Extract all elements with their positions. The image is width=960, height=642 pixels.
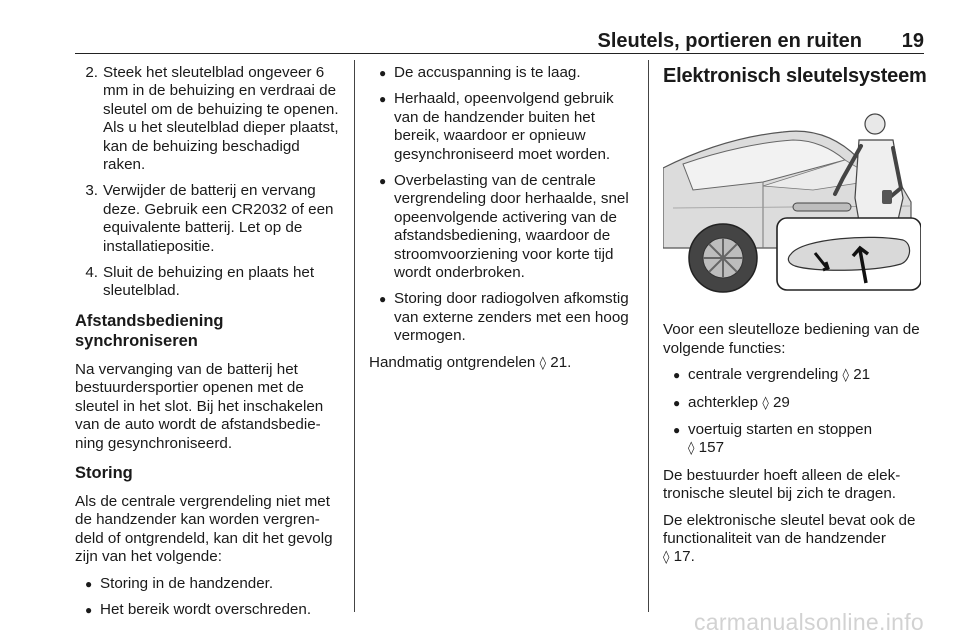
header-rule — [75, 53, 924, 54]
list-item — [369, 172, 635, 282]
function-bullets — [663, 366, 925, 459]
bullet-icon: ● — [379, 174, 387, 189]
list-item — [663, 421, 925, 459]
column-divider-2 — [648, 60, 649, 612]
list-item — [369, 64, 635, 82]
function-text: achterklep — [688, 393, 759, 411]
heading-fault: Storing — [75, 463, 133, 482]
column-left — [75, 64, 343, 627]
step-text: Verwijder de batterij en vervang deze. Gebruik een CR2032 of een equivalente batterij. Let op de installatiepositie. — [103, 182, 334, 255]
page-reference[interactable]: 29 — [772, 393, 790, 411]
remote-function-paragraph — [663, 512, 925, 568]
watermark: carmanualsonline.info — [693, 609, 924, 635]
sync-paragraph: Na vervanging van de batterij het bestuurdersportier openen met de sleutel in het slot. Bij het inschakelen van de auto wordt de afstandsbediening gesynchroniseerd. — [75, 360, 324, 452]
bullet-icon: ● — [673, 368, 681, 383]
bullet-icon: ● — [85, 576, 93, 591]
bullet-text — [688, 394, 925, 413]
steps-list — [75, 64, 343, 301]
step-number: 4. — [85, 264, 98, 282]
column-middle — [369, 64, 635, 381]
list-item — [75, 264, 343, 301]
bullet-text: De accuspanning is te laag. — [394, 64, 581, 81]
list-item — [369, 290, 635, 345]
bullet-text: Storing in de handzender. — [100, 574, 274, 592]
list-item — [75, 601, 343, 619]
page-header-title: Sleutels, portieren en ruiten — [597, 30, 862, 52]
reference-arrow-icon: ◊ — [842, 368, 849, 384]
bullet-text: Het bereik wordt overschreden. — [100, 600, 312, 618]
reference-arrow-icon: ◊ — [663, 550, 670, 566]
manual-unlock-text: Handmatig ontgrendelen — [369, 353, 536, 371]
fault-bullets — [75, 575, 343, 620]
bullet-icon: ● — [379, 66, 387, 80]
function-text: voertuig starten en stoppen — [688, 421, 873, 439]
list-item — [369, 90, 635, 164]
column-divider-1 — [354, 60, 355, 612]
list-item — [75, 64, 343, 174]
step-number: 3. — [85, 182, 98, 200]
keyless-entry-illustration — [663, 98, 921, 294]
bullet-text: Herhaald, opeenvolgend gebruik van de handzender buiten het bereik, waardoor er opnieuw gesynchroniseerd moet worden. — [394, 90, 614, 163]
bullet-text: Storing door radiogolven afkomstig van externe zenders met een hoog vermogen. — [394, 290, 629, 345]
remote-function-text: De elektronische sleutel bevat ook de functionaliteit van de handzender — [663, 511, 916, 548]
function-text: centrale vergrendeling — [688, 366, 839, 384]
driver-paragraph: De bestuurder hoeft alleen de elektronische sleutel bij zich te dragen. — [663, 466, 901, 503]
fault-paragraph: Als de centrale vergrendeling niet met de handzender kan worden vergrendeld of ontgrendeld, kan dit het gevolg zijn van het volgende: — [75, 492, 333, 566]
page-number: 19 — [901, 30, 924, 52]
section-title: Elektronisch sleutelsysteem — [663, 65, 927, 87]
step-text: Sluit de behuizing en plaats het sleutelblad. — [103, 264, 315, 300]
list-item — [75, 575, 343, 593]
bullet-icon: ● — [673, 423, 681, 438]
heading-sync: Afstandsbediening synchroniseren — [75, 311, 224, 350]
intro-paragraph: Voor een sleutelloze bediening van de volgende functies: — [663, 321, 920, 357]
list-item — [663, 366, 925, 385]
cause-bullets — [369, 64, 635, 346]
list-item — [75, 182, 343, 256]
bullet-icon: ● — [379, 292, 387, 307]
column-right — [663, 64, 925, 576]
page-reference[interactable]: 21 — [853, 366, 871, 384]
bullet-text — [688, 421, 925, 459]
step-number: 2. — [85, 64, 98, 81]
reference-arrow-icon: ◊ — [762, 395, 769, 411]
manual-unlock-reference — [369, 354, 635, 373]
bullet-icon: ● — [379, 92, 387, 107]
bullet-text — [688, 366, 925, 385]
reference-arrow-icon: ◊ — [688, 441, 695, 457]
page-reference[interactable]: 21. — [550, 353, 572, 371]
step-text: Steek het sleutelblad ongeveer 6 mm in de behuizing en verdraai de sleutel om de behuizing te openen. Als u het sleutelblad dieper plaatst, kan de behuizing beschadigd raken. — [103, 64, 339, 174]
bullet-text: Overbelasting van de centrale vergrendeling door herhaalde, snel opeenvolgende activering van de afstandsbediening, waardoor de stroomvoorziening voor korte tijd wordt onderbroken. — [394, 172, 629, 282]
bullet-icon: ● — [673, 395, 681, 410]
bullet-icon: ● — [85, 602, 93, 617]
page-reference[interactable]: 157 — [698, 439, 725, 457]
list-item — [663, 394, 925, 413]
page-reference[interactable]: 17. — [673, 548, 695, 566]
reference-arrow-icon: ◊ — [539, 355, 547, 371]
